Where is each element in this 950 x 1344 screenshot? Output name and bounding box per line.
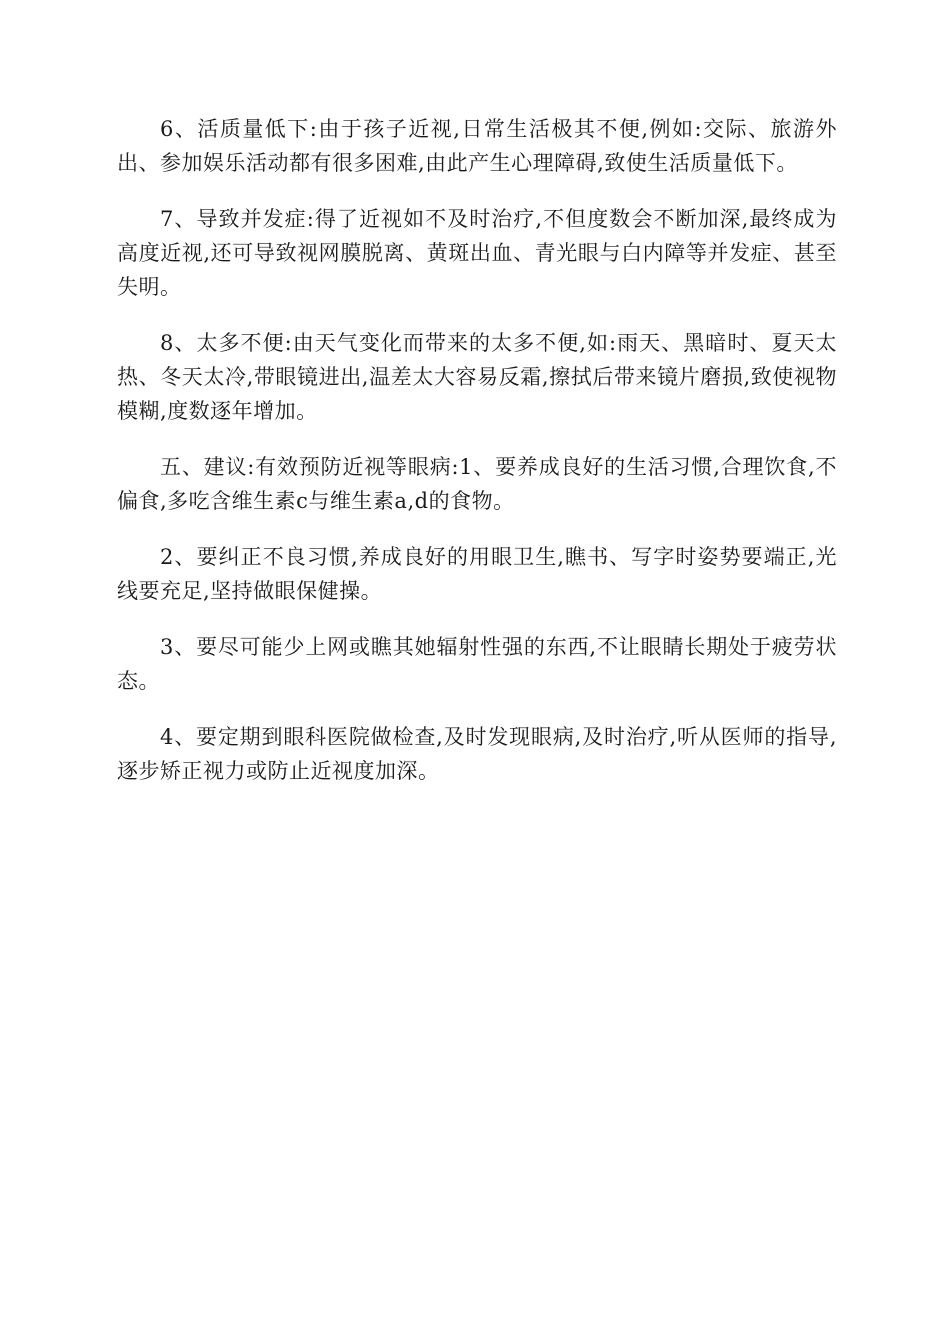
paragraph-suggestions-checkups: 4、要定期到眼科医院做检查,及时发现眼病,及时治疗,听从医师的指导,逐步矫正视力或防止近视度加深。	[117, 725, 837, 783]
paragraph-inconveniences: 8、太多不便:由天气变化而带来的太多不便,如:雨天、黑暗时、夏天太热、冬天太冷,带眼镜进出,温差太大容易反霜,擦拭后带来镜片磨损,致使视物模糊,度数逐年增加。	[117, 331, 837, 423]
paragraph-suggestions-habits: 五、建议:有效预防近视等眼病:1、要养成良好的生活习惯,合理饮食,不偏食,多吃含维生素c与维生素a,d的食物。	[117, 455, 837, 513]
paragraph-complications: 7、导致并发症:得了近视如不及时治疗,不但度数会不断加深,最终成为高度近视,还可导致视网膜脱离、黄斑出血、青光眼与白内障等并发症、甚至失明。	[117, 207, 837, 299]
paragraph-suggestions-screen-time: 3、要尽可能少上网或瞧其她辐射性强的东西,不让眼睛长期处于疲劳状态。	[117, 635, 837, 693]
paragraph-quality-of-life: 6、活质量低下:由于孩子近视,日常生活极其不便,例如:交际、旅游外出、参加娱乐活动都有很多困难,由此产生心理障碍,致使生活质量低下。	[117, 117, 837, 175]
document-body	[117, 112, 837, 810]
paragraph-suggestions-eye-hygiene: 2、要纠正不良习惯,养成良好的用眼卫生,瞧书、写字时姿势要端正,光线要充足,坚持做眼保健操。	[117, 545, 837, 603]
